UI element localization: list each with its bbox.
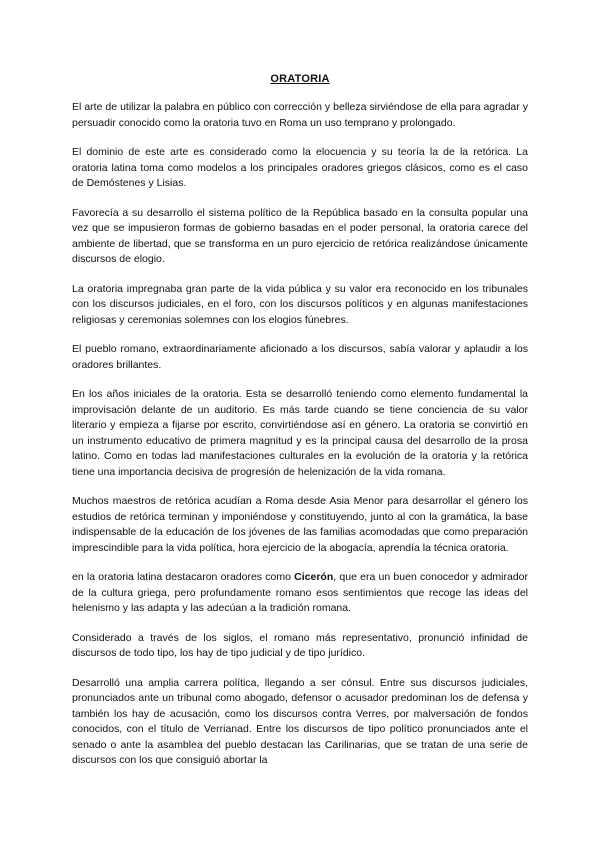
ciceron-text-before: en la oratoria latina destacaron oradores como [72, 571, 295, 583]
paragraph-maestros-retorica: Muchos maestros de retórica acudían a Roma desde Asia Menor para desarrollar el género los estudios de retórica terminan y imponiéndose y constituyendo, junto al con la gramática, la base indispensable de la educación de los jóvenes de las familias acomodadas que como preparación imprescindible para la vida política, hora ejercicio de la abogacía, aprendía la técnica oratoria. [72, 495, 528, 554]
paragraph-definition: El arte de utilizar la palabra en público con corrección y belleza sirviéndose de ella para agradar y persuadir conocido como la oratoria tuvo en Roma un uso temprano y prolongado. [72, 101, 528, 129]
paragraph-pueblo-romano: El pueblo romano, extraordinariamente aficionado a los discursos, sabía valorar y aplaudir a los oradores brillantes. [72, 343, 528, 371]
document-page [72, 72, 528, 783]
paragraph-republica: Favorecía a su desarrollo el sistema político de la República basado en la consulta popular una vez que se impusieron formas de gobierno basadas en el poder personal, la oratoria carece del ambiente de libertad, que se transforma en un puro ejercicio de retórica realizándose únicamente discursos de elogio. [72, 206, 528, 265]
paragraph-representativo: Considerado a través de los siglos, el romano más representativo, pronunció infinidad de discursos de todo tipo, los hay de tipo judicial y de tipo jurídico. [72, 631, 528, 659]
paragraph-carrera-politica: Desarrolló una amplia carrera política, llegando a ser cónsul. Entre sus discursos judiciales, pronunciados ante un tribunal como abogado, defensor o acusador predominan los de defensa y también los hay de acusación, como los discursos contra Verres, por malversación de fondos conocidos, con el título de Verrianad. Entre los discursos de tipo político pronunciados ante el senado o ante la asamblea del pueblo destacan las Carilinarias, que se tratan de una serie de discursos con los que consiguió abortar la [72, 676, 528, 766]
ciceron-name: Cicerón [294, 571, 334, 583]
document-title: ORATORIA [270, 73, 330, 85]
paragraph-vida-publica: La oratoria impregnaba gran parte de la vida pública y su valor era reconocido en los tribunales con los discursos judiciales, en el foro, con los discursos políticos y en algunas manifestaciones religiosas y ceremonias solemnes con los elogios fúnebres. [72, 282, 528, 326]
paragraph-anos-iniciales: En los años iniciales de la oratoria. Esta se desarrolló teniendo como elemento fundamental la improvisación delante de un auditorio. Es más tarde cuando se tiene conciencia de su valor literario y empieza a fijarse por escrito, convirtiéndose así en género. La oratoria se convirtió en un instrumento educativo de primera magnitud y es la principal causa del desarrollo de la prosa latino. Como en todas lad manifestaciones culturales en la evolución de la oratoria y la retórica tiene una importancia decisiva de progresión de helenización de la vida romana. [72, 388, 528, 478]
ciceron-text-after: , que era un buen conocedor y admirador de la cultura griega, pero profundamente romano esos sentimientos que recoge las ideas del helenismo y las adapta y las adecúan a la tradición romana. [72, 571, 529, 614]
paragraph-ciceron [72, 570, 528, 617]
paragraph-elocuencia: El dominio de este arte es considerado como la elocuencia y su teoría la de la retórica. La oratoria latina toma como modelos a los principales oradores griegos clásicos, como es el caso de Demóstenes y Lisias. [72, 146, 528, 189]
